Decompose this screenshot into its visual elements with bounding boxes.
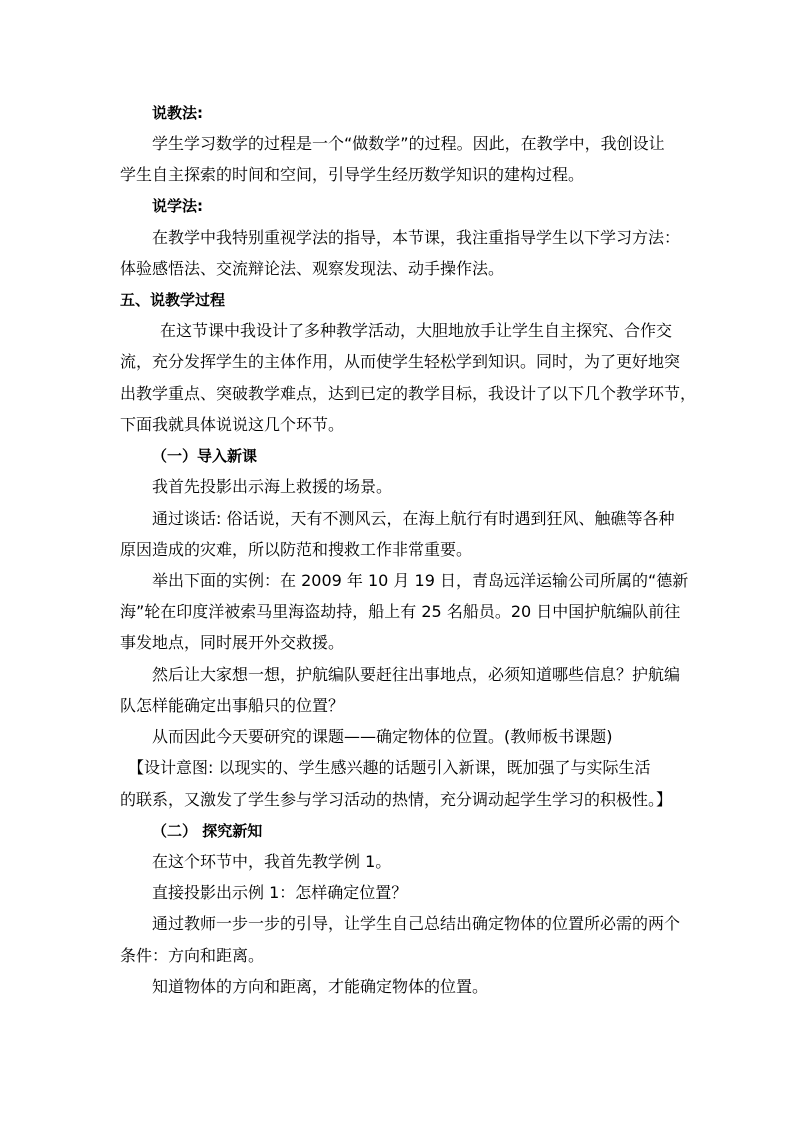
paragraph-line: 通过谈话: 俗话说，天有不测风云，在海上航行有时遇到狂风、触礁等各种 xyxy=(152,509,675,528)
subheading-explore: （二） 探究新知 xyxy=(152,822,263,840)
section-heading-teaching-process: 五、说教学过程 xyxy=(120,291,226,309)
paragraph-line: 队怎样能确定出事船只的位置？ xyxy=(120,696,345,715)
subheading-intro: （一）导入新课 xyxy=(152,447,258,465)
paragraph-line: 流，充分发挥学生的主体作用，从而使学生轻松学到知识。同时，为了更好地突 xyxy=(120,352,681,371)
paragraph-line: 条件：方向和距离。 xyxy=(120,946,265,965)
paragraph-line: 下面我就具体说说这几个环节。 xyxy=(120,415,345,434)
heading-learning-method: 说学法: xyxy=(152,197,203,215)
paragraph-line: 在这个环节中，我首先教学例 1。 xyxy=(152,852,392,871)
paragraph-line: 体验感悟法、交流辩论法、观察发现法、动手操作法。 xyxy=(120,259,505,278)
paragraph-line: 从而因此今天要研究的课题——确定物体的位置。(教师板书课题) xyxy=(152,727,613,746)
paragraph-line: 直接投影出示例 1：怎样确定位置？ xyxy=(152,883,408,902)
paragraph-line: 知道物体的方向和距离，才能确定物体的位置。 xyxy=(152,977,489,996)
paragraph-line: 我首先投影出示海上救援的场景。 xyxy=(152,477,393,496)
paragraph-line: 在教学中我特别重视学法的指导，本节课，我注重指导学生以下学习方法： xyxy=(152,228,681,247)
paragraph-line: 通过教师一步一步的引导，让学生自己总结出确定物体的位置所必需的两个 xyxy=(152,914,681,933)
design-intent-line: 的联系，又激发了学生参与学习活动的热情，充分调动起学生学习的积极性。】 xyxy=(120,790,673,809)
paragraph-line: 事发地点，同时展开外交救援。 xyxy=(120,633,345,652)
paragraph-line: 原因造成的灾难，所以防范和搜救工作非常重要。 xyxy=(120,540,473,559)
paragraph-line: 在这节课中我设计了多种教学活动，大胆地放手让学生自主探究、合作交 xyxy=(160,321,673,340)
paragraph-line: 举出下面的实例：在 2009 年 10 月 19 日，青岛远洋运输公司所属的“德新 xyxy=(152,571,689,590)
paragraph-line: 出教学重点、突破教学难点，达到已定的教学目标，我设计了以下几个教学环节， xyxy=(120,384,697,403)
paragraph-line: 学生自主探索的时间和空间，引导学生经历数学知识的建构过程。 xyxy=(120,165,585,184)
paragraph-line: 然后让大家想一想，护航编队要赶往出事地点，必须知道哪些信息？护航编 xyxy=(152,665,681,684)
paragraph-line: 学生学习数学的过程是一个“做数学”的过程。因此，在教学中，我创设让 xyxy=(152,134,665,153)
heading-teaching-method: 说教法: xyxy=(152,104,203,122)
paragraph-line: 海”轮在印度洋被索马里海盗劫持，船上有 25 名船员。20 日中国护航编队前往 xyxy=(120,602,681,621)
design-intent-line: 【设计意图: 以现实的、学生感兴趣的话题引入新课，既加强了与实际生活 xyxy=(128,758,651,777)
